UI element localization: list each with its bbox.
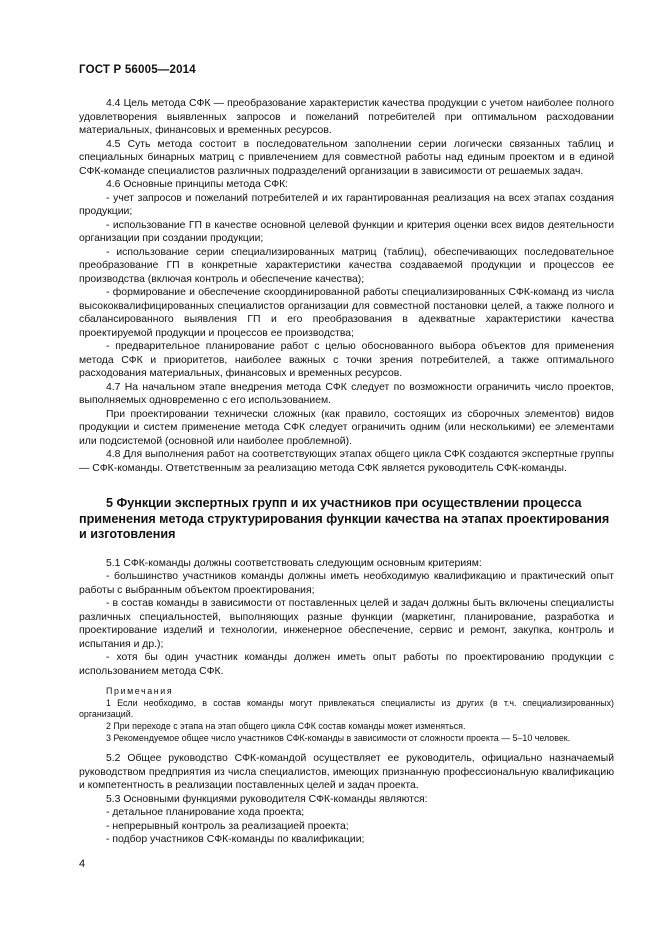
list-item: - непрерывный контроль за реализацией проекта;	[106, 820, 349, 832]
page-content	[79, 97, 614, 847]
list-item: - формирование и обеспечение скоординированной работы специализированных СФК-команд из числа высококвалифицированных специалистов организации для совместной постановки целей, а также полного и сбалансированного выявления ГП и его преобразования в адекватные характеристики качества проектируемой продукции и процессов ее производства;	[79, 287, 614, 339]
list-item: - большинство участников команды должны иметь необходимую квалификацию и практический опыт работы с выбранным объектом проектирования;	[79, 571, 614, 596]
list-item: - использование ГП в качестве основной целевой функции и критерия оценки всех видов деятельности организации при создании продукции;	[79, 219, 614, 244]
list-item: - подбор участников СФК-команды по квалификации;	[106, 834, 365, 846]
page-number: 4	[79, 858, 86, 870]
document-header: ГОСТ Р 56005—2014	[79, 64, 196, 76]
spacer	[79, 744, 614, 752]
notes-block	[79, 686, 614, 744]
note-item: 1 Если необходимо, в состав команды могут привлекаться специалисты из других (в т.ч. специализированных) организаций.	[79, 697, 614, 720]
list-item: - в состав команды в зависимости от поставленных целей и задач должны быть включены специалисты различных специальностей, выполняющих разные функции (маркетинг, планирование, разработка и проектирование изделий и технологии, инженерное обеспечение, сервис и ремонт, закупка, контроль и испытания и др.);	[79, 598, 614, 650]
list-item: - учет запросов и пожеланий потребителей и их гарантированная реализация на всех этапах создания продукции;	[79, 192, 614, 217]
list-item: - использование серии специализированных матриц (таблиц), обеспечивающих последовательное преобразование ГП в конкретные характеристики качества создаваемой продукции и процессов ее производства (включая контроль и обеспечение качества);	[79, 246, 614, 285]
list-item: - хотя бы один участник команды должен иметь опыт работы по проектированию продукции с использованием метода СФК.	[79, 652, 614, 677]
paragraph-4-7-cont: При проектировании технически сложных (как правило, состоящих из сборочных элементов) видов продукции и систем применение метода СФК следует ограничить одним (или несколькими) ее элементами или подсистемой (основной или наиболее проблемной).	[79, 408, 614, 447]
paragraph-5-2: 5.2 Общее руководство СФК-командой осуществляет ее руководитель, официально назначаемый руководством предприятия из числа специалистов, имеющих признанную профессиональную квалификацию и компетентность в реализации поставленных целей и задач проекта.	[79, 753, 614, 792]
notes-title: Примечания	[106, 686, 174, 697]
section-5-heading: 5 Функции экспертных групп и их участников при осуществлении процесса применения метода структурирования функции качества на этапах проектирования и изготовления	[79, 496, 610, 542]
note-item: 2 При переходе с этапа на этап общего цикла СФК состав команды может изменяться.	[106, 721, 466, 732]
note-item: 3 Рекомендуемое общее число участников СФК-команды в зависимости от сложности проекта — 5–10 человек.	[106, 732, 571, 743]
paragraph-4-6: 4.6 Основные принципы метода СФК:	[106, 179, 289, 190]
paragraph-4-5: 4.5 Суть метода состоит в последовательном заполнении серии логически связанных таблиц и специальных бинарных матриц с привлечением для совместной работы над единым проектом и в единой СФК-команде специалистов различных подразделений организации в зависимости от решаемых задач.	[79, 138, 614, 177]
paragraph-5-1: 5.1 СФК-команды должны соответствовать следующим основным критериям:	[106, 557, 482, 569]
paragraph-5-3: 5.3 Основными функциями руководителя СФК-команды являются:	[106, 793, 428, 805]
paragraph-4-8: 4.8 Для выполнения работ на соответствующих этапах общего цикла СФК создаются экспертные группы — СФК-команды. Ответственным за реализацию метода СФК является руководитель СФК-команды.	[79, 449, 614, 474]
list-item: - предварительное планирование работ с целью обоснованного выбора объектов для применения метода СФК и приоритетов, наиболее важных с точки зрения потребителей, а также оптимального расходования материальных, финансовых и временных ресурсов.	[79, 341, 614, 379]
paragraph-4-7: 4.7 На начальном этапе внедрения метода СФК следует по возможности ограничить число проектов, выполняемых одновременно с его использованием.	[79, 381, 614, 406]
list-item: - детальное планирование хода проекта;	[106, 807, 305, 819]
paragraph-4-4: 4.4 Цель метода СФК — преобразование характеристик качества продукции с учетом наиболее полного удовлетворения выявленных запросов и пожеланий потребителей при оптимальном расходовании материальных, финансовых и временных ресурсов.	[79, 98, 614, 136]
